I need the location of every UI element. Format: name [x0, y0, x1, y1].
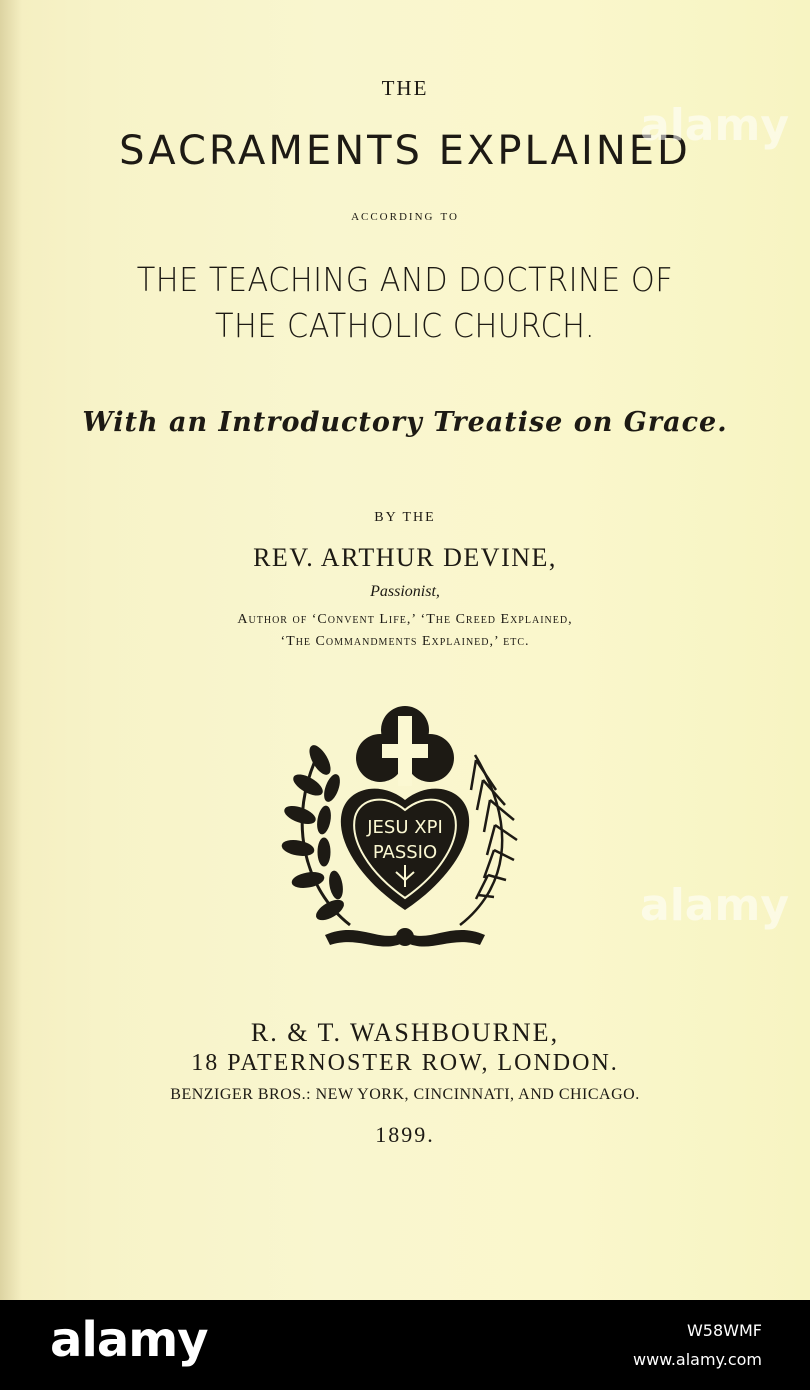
- subtitle-line-1: THE TEACHING AND DOCTRINE OF: [136, 260, 674, 299]
- publisher: R. & T. WASHBOURNE,: [250, 1018, 560, 1047]
- passionist-emblem: [280, 700, 530, 960]
- main-title: SACRAMENTS EXPLAINED: [119, 128, 691, 174]
- alamy-logo: alamy: [50, 1312, 208, 1368]
- watermark-overlay: alamy: [640, 100, 789, 151]
- cross-icon: [356, 706, 454, 786]
- other-works-line-1: Author of ‘Convent Life,’ ‘The Creed Explained,: [237, 612, 573, 627]
- publisher-address: 18 PATERNOSTER ROW, LONDON.: [191, 1050, 619, 1076]
- publication-year: 1899.: [375, 1122, 435, 1147]
- author-name: REV. ARTHUR DEVINE,: [253, 543, 557, 572]
- other-works-line-2: ‘The Commandments Explained,’ etc.: [280, 634, 530, 649]
- palm-branch-icon: [460, 755, 517, 925]
- author-order: Passionist,: [370, 583, 440, 600]
- laurel-branch-icon: [281, 743, 350, 925]
- subtitle-line-2: THE CATHOLIC CHURCH.: [215, 306, 595, 345]
- site-url: www.alamy.com: [633, 1350, 762, 1369]
- distributors: BENZIGER BROS.: NEW YORK, CINCINNATI, AND CHICAGO.: [170, 1086, 640, 1103]
- by-the: BY THE: [374, 510, 436, 525]
- according-to: according to: [351, 207, 459, 224]
- title-article: THE: [381, 76, 429, 100]
- introductory-treatise: With an Introductory Treatise on Grace.: [82, 407, 728, 438]
- watermark-overlay: alamy: [640, 880, 789, 931]
- image-id: W58WMF: [686, 1321, 762, 1340]
- ribbon-icon: [325, 928, 485, 947]
- emblem-text-line-2: PASSIO: [372, 842, 438, 863]
- emblem-text-line-1: JESU XPI: [367, 817, 443, 838]
